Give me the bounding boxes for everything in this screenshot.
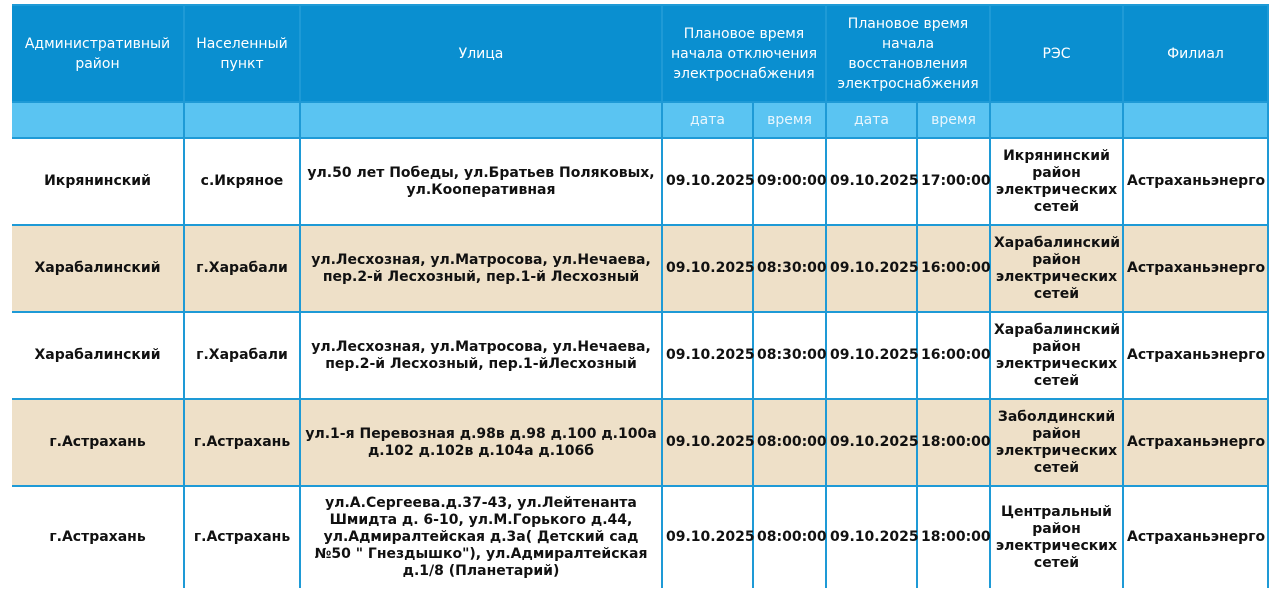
cell-restore-time: 16:00:00	[917, 225, 990, 312]
table-row	[12, 399, 1268, 486]
cell-off-time: 08:00:00	[753, 486, 826, 588]
subheader-empty	[300, 102, 662, 138]
header-settlement: Населенный пункт	[184, 5, 300, 102]
cell-street: ул.Лесхозная, ул.Матросова, ул.Нечаева, пер.2-й Лесхозный, пер.1-й Лесхозный	[300, 225, 662, 312]
cell-restore-date: 09.10.2025	[826, 225, 917, 312]
cell-res: Икрянинский район электрических сетей	[990, 138, 1123, 225]
header-street: Улица	[300, 5, 662, 102]
cell-restore-time: 16:00:00	[917, 312, 990, 399]
cell-district: г.Астрахань	[12, 399, 184, 486]
cell-restore-time: 17:00:00	[917, 138, 990, 225]
cell-settlement: г.Астрахань	[184, 486, 300, 588]
table-row	[12, 225, 1268, 312]
cell-res: Харабалинский район электрических сетей	[990, 312, 1123, 399]
subheader-empty	[1123, 102, 1268, 138]
header-off-time: Плановое время начала отключения электроснабжения	[662, 5, 826, 102]
cell-off-date: 09.10.2025	[662, 225, 753, 312]
cell-district: г.Астрахань	[12, 486, 184, 588]
cell-off-date: 09.10.2025	[662, 138, 753, 225]
cell-off-time: 08:30:00	[753, 312, 826, 399]
cell-off-date: 09.10.2025	[662, 486, 753, 588]
cell-branch: Астраханьэнерго	[1123, 399, 1268, 486]
table-row	[12, 312, 1268, 399]
subheader-restore-time: время	[917, 102, 990, 138]
header-district: Административный район	[12, 5, 184, 102]
table-subheader-row	[12, 102, 1268, 138]
subheader-empty	[12, 102, 184, 138]
cell-street: ул.А.Сергеева.д.37-43, ул.Лейтенанта Шмидта д. 6-10, ул.М.Горького д.44, ул.Адмиралтейская д.3а( Детский сад №50 " Гнездышко"), ул.Адмиралтейская д.1/8 (Планетарий)	[300, 486, 662, 588]
cell-street: ул.1-я Перевозная д.98в д.98 д.100 д.100а д.102 д.102в д.104а д.106б	[300, 399, 662, 486]
cell-res: Заболдинский район электрических сетей	[990, 399, 1123, 486]
cell-district: Икрянинский	[12, 138, 184, 225]
cell-off-time: 08:00:00	[753, 399, 826, 486]
cell-res: Харабалинский район электрических сетей	[990, 225, 1123, 312]
cell-restore-date: 09.10.2025	[826, 138, 917, 225]
subheader-empty	[184, 102, 300, 138]
cell-off-date: 09.10.2025	[662, 312, 753, 399]
cell-branch: Астраханьэнерго	[1123, 225, 1268, 312]
cell-off-time: 09:00:00	[753, 138, 826, 225]
cell-res: Центральный район электрических сетей	[990, 486, 1123, 588]
cell-restore-time: 18:00:00	[917, 399, 990, 486]
table-row	[12, 138, 1268, 225]
header-res: РЭС	[990, 5, 1123, 102]
subheader-off-time: время	[753, 102, 826, 138]
subheader-off-date: дата	[662, 102, 753, 138]
cell-restore-date: 09.10.2025	[826, 486, 917, 588]
header-branch: Филиал	[1123, 5, 1268, 102]
table-row	[12, 486, 1268, 588]
cell-settlement: г.Астрахань	[184, 399, 300, 486]
cell-street: ул.50 лет Победы, ул.Братьев Поляковых, ул.Кооперативная	[300, 138, 662, 225]
cell-restore-date: 09.10.2025	[826, 399, 917, 486]
cell-off-date: 09.10.2025	[662, 399, 753, 486]
cell-street: ул.Лесхозная, ул.Матросова, ул.Нечаева, пер.2-й Лесхозный, пер.1-йЛесхозный	[300, 312, 662, 399]
subheader-restore-date: дата	[826, 102, 917, 138]
cell-settlement: с.Икряное	[184, 138, 300, 225]
cell-branch: Астраханьэнерго	[1123, 486, 1268, 588]
cell-district: Харабалинский	[12, 225, 184, 312]
cell-restore-date: 09.10.2025	[826, 312, 917, 399]
table-header-row	[12, 5, 1268, 102]
cell-branch: Астраханьэнерго	[1123, 312, 1268, 399]
outage-schedule-table	[12, 4, 1269, 588]
cell-settlement: г.Харабали	[184, 312, 300, 399]
header-restore-time: Плановое время начала восстановления электроснабжения	[826, 5, 990, 102]
cell-district: Харабалинский	[12, 312, 184, 399]
cell-restore-time: 18:00:00	[917, 486, 990, 588]
cell-branch: Астраханьэнерго	[1123, 138, 1268, 225]
cell-settlement: г.Харабали	[184, 225, 300, 312]
subheader-empty	[990, 102, 1123, 138]
cell-off-time: 08:30:00	[753, 225, 826, 312]
